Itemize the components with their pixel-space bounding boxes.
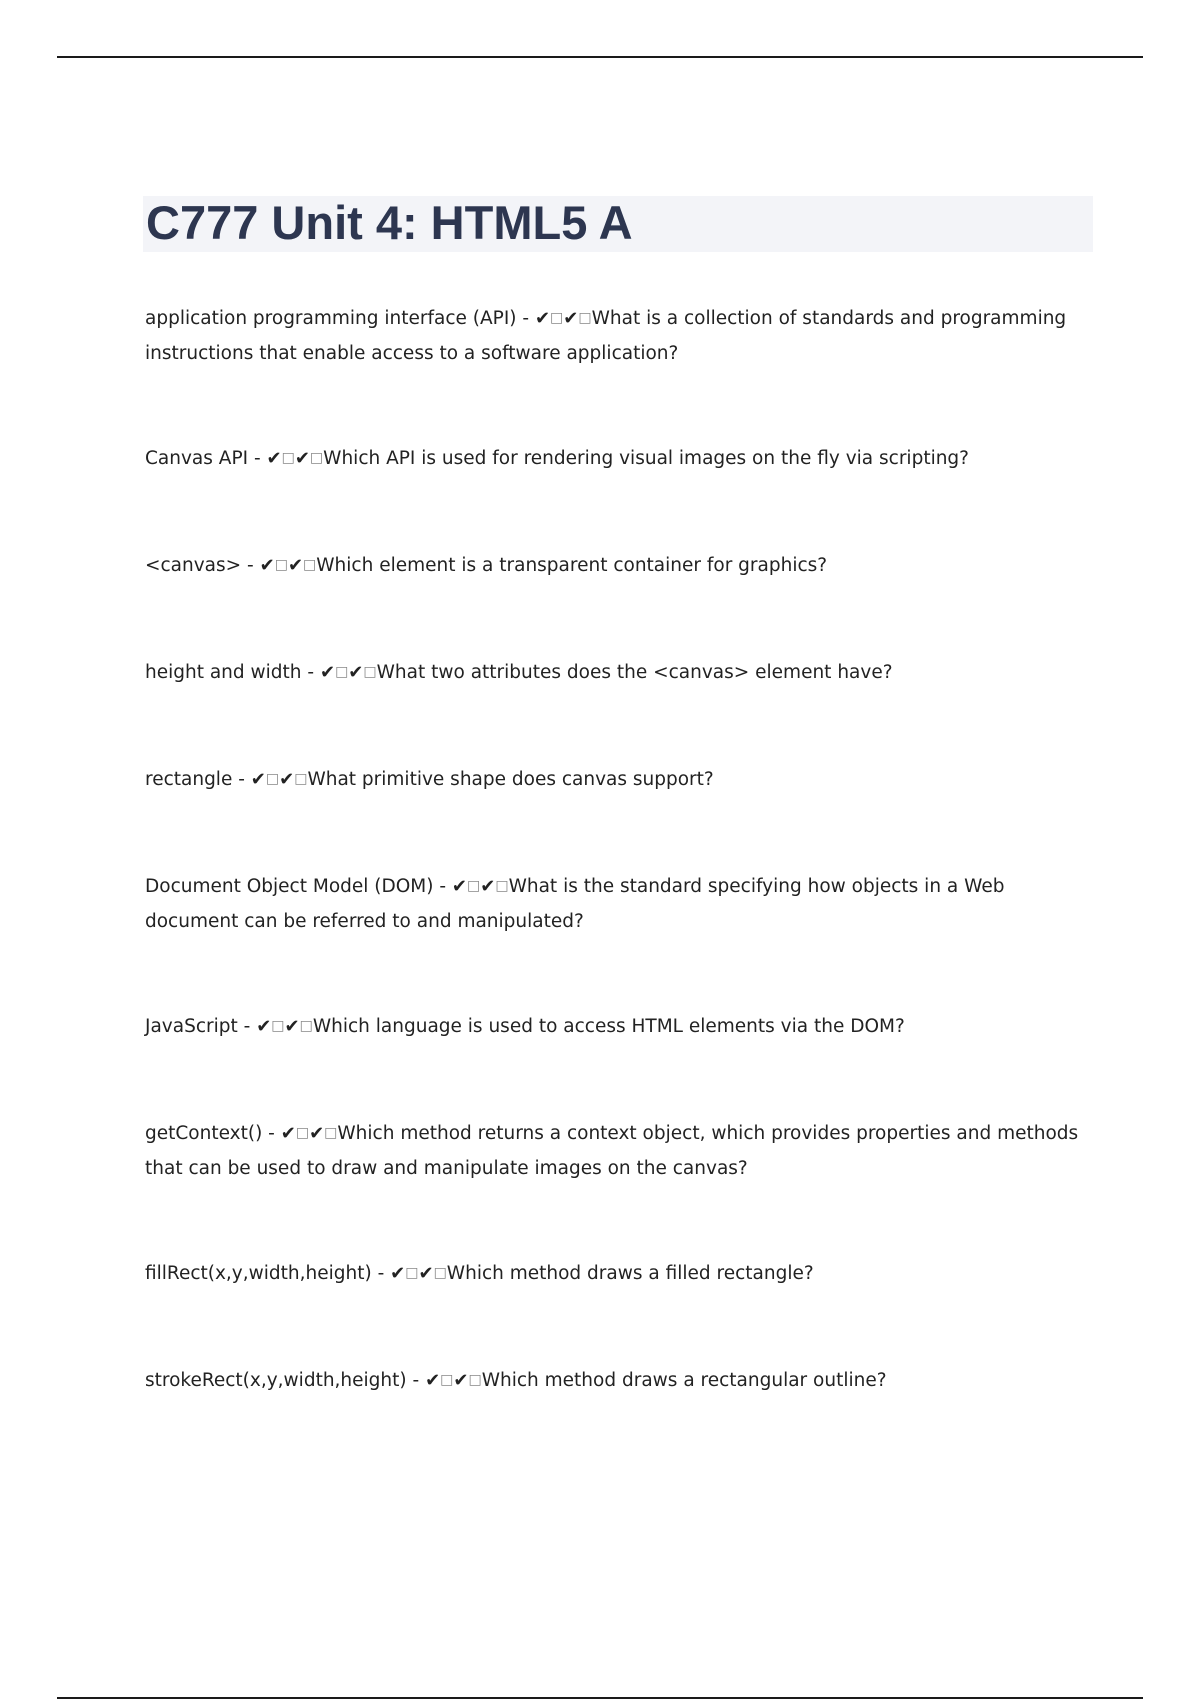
box-icon: □ (303, 557, 317, 573)
qa-item: fillRect(x,y,width,height) - ✔□✔□Which method draws a filled rectangle? (145, 1263, 814, 1284)
check-icon: ✔ (309, 1123, 325, 1144)
check-icon: ✔ (280, 1123, 296, 1144)
check-icon: ✔ (451, 876, 468, 897)
check-icon: ✔ (279, 769, 295, 790)
check-icon: ✔ (284, 1016, 300, 1037)
box-icon: □ (295, 1125, 310, 1141)
qa-term: <canvas> (145, 555, 242, 576)
check-icon: ✔ (256, 1016, 272, 1037)
qa-question: Which language is used to access HTML elements via the DOM? (312, 1016, 905, 1037)
qa-item: getContext() - ✔□✔□Which method returns a context object, which provides properties and methods that can be used to draw and manipulate images on the canvas? (145, 1123, 1079, 1179)
qa-question: What is the standard specifying how objects in a Web document can be referred to and manipulated? (145, 876, 1005, 932)
qa-term: getContext() (145, 1123, 263, 1144)
qa-question: Which method draws a rectangular outline? (481, 1370, 887, 1391)
check-icon: ✔ (534, 308, 551, 329)
box-icon: □ (274, 557, 288, 573)
box-icon: □ (578, 310, 592, 326)
box-icon: □ (363, 664, 377, 680)
check-icon: ✔ (453, 1370, 469, 1391)
check-icon: ✔ (266, 448, 282, 469)
qa-question: Which method draws a filled rectangle? (446, 1263, 814, 1284)
qa-item: height and width - ✔□✔□What two attributes does the <canvas> element have? (145, 662, 893, 683)
qa-term: Document Object Model (DOM) (145, 876, 434, 897)
qa-term: fillRect(x,y,width,height) (145, 1263, 372, 1284)
box-icon: □ (468, 1372, 482, 1388)
qa-list (145, 302, 1095, 1471)
check-icon: ✔ (287, 555, 304, 576)
qa-item: <canvas> - ✔□✔□Which element is a transparent container for graphics? (145, 555, 828, 576)
qa-term: application programming interface (API) (145, 308, 517, 329)
top-rule (57, 56, 1143, 58)
check-icon: ✔ (259, 555, 275, 576)
check-icon: ✔ (480, 876, 496, 897)
box-icon: □ (550, 310, 564, 326)
document-title: C777 Unit 4: HTML5 A (146, 196, 633, 249)
box-icon: □ (271, 1018, 285, 1034)
box-icon: □ (309, 450, 324, 466)
check-icon: ✔ (418, 1263, 434, 1284)
qa-term: rectangle (145, 769, 233, 790)
box-icon: □ (467, 878, 481, 894)
qa-question: What is a collection of standards and programming instructions that enable access to a software application? (145, 308, 1067, 364)
box-icon: □ (299, 1018, 313, 1034)
qa-item: Canvas API - ✔□✔□Which API is used for rendering visual images on the fly via scripting? (145, 448, 969, 469)
check-icon: ✔ (390, 1263, 406, 1284)
check-icon: ✔ (294, 448, 310, 469)
qa-item: Document Object Model (DOM) - ✔□✔□What is the standard specifying how objects in a Web document can be referred to and manipulated? (145, 876, 1005, 932)
qa-question: Which method returns a context object, which provides properties and methods that can be used to draw and manipulate images on the canvas? (145, 1123, 1079, 1179)
check-icon: ✔ (425, 1370, 441, 1391)
check-icon: ✔ (250, 769, 266, 790)
check-icon: ✔ (348, 662, 364, 683)
box-icon: □ (324, 1125, 338, 1141)
box-icon: □ (265, 771, 280, 787)
qa-term: height and width (145, 662, 302, 683)
box-icon: □ (495, 878, 509, 894)
box-icon: □ (405, 1265, 419, 1281)
box-icon: □ (294, 771, 308, 787)
qa-question: What two attributes does the <canvas> element have? (376, 662, 893, 683)
bottom-rule (57, 1697, 1143, 1699)
box-icon: □ (433, 1265, 447, 1281)
qa-item: rectangle - ✔□✔□What primitive shape does canvas support? (145, 769, 714, 790)
qa-question: Which element is a transparent container for graphics? (316, 555, 828, 576)
box-icon: □ (335, 664, 349, 680)
qa-question: Which API is used for rendering visual images on the fly via scripting? (323, 448, 969, 469)
box-icon: □ (440, 1372, 454, 1388)
box-icon: □ (281, 450, 295, 466)
qa-term: Canvas API (145, 448, 249, 469)
qa-question: What primitive shape does canvas support? (307, 769, 714, 790)
qa-item: JavaScript - ✔□✔□Which language is used to access HTML elements via the DOM? (145, 1016, 905, 1037)
check-icon: ✔ (319, 662, 336, 683)
check-icon: ✔ (563, 308, 579, 329)
qa-term: strokeRect(x,y,width,height) (145, 1370, 407, 1391)
qa-item: strokeRect(x,y,width,height) - ✔□✔□Which method draws a rectangular outline? (145, 1370, 887, 1391)
qa-term: JavaScript (145, 1016, 238, 1037)
qa-item: application programming interface (API) - ✔□✔□What is a collection of standards and programming instructions that enable access to a software application? (145, 308, 1067, 364)
